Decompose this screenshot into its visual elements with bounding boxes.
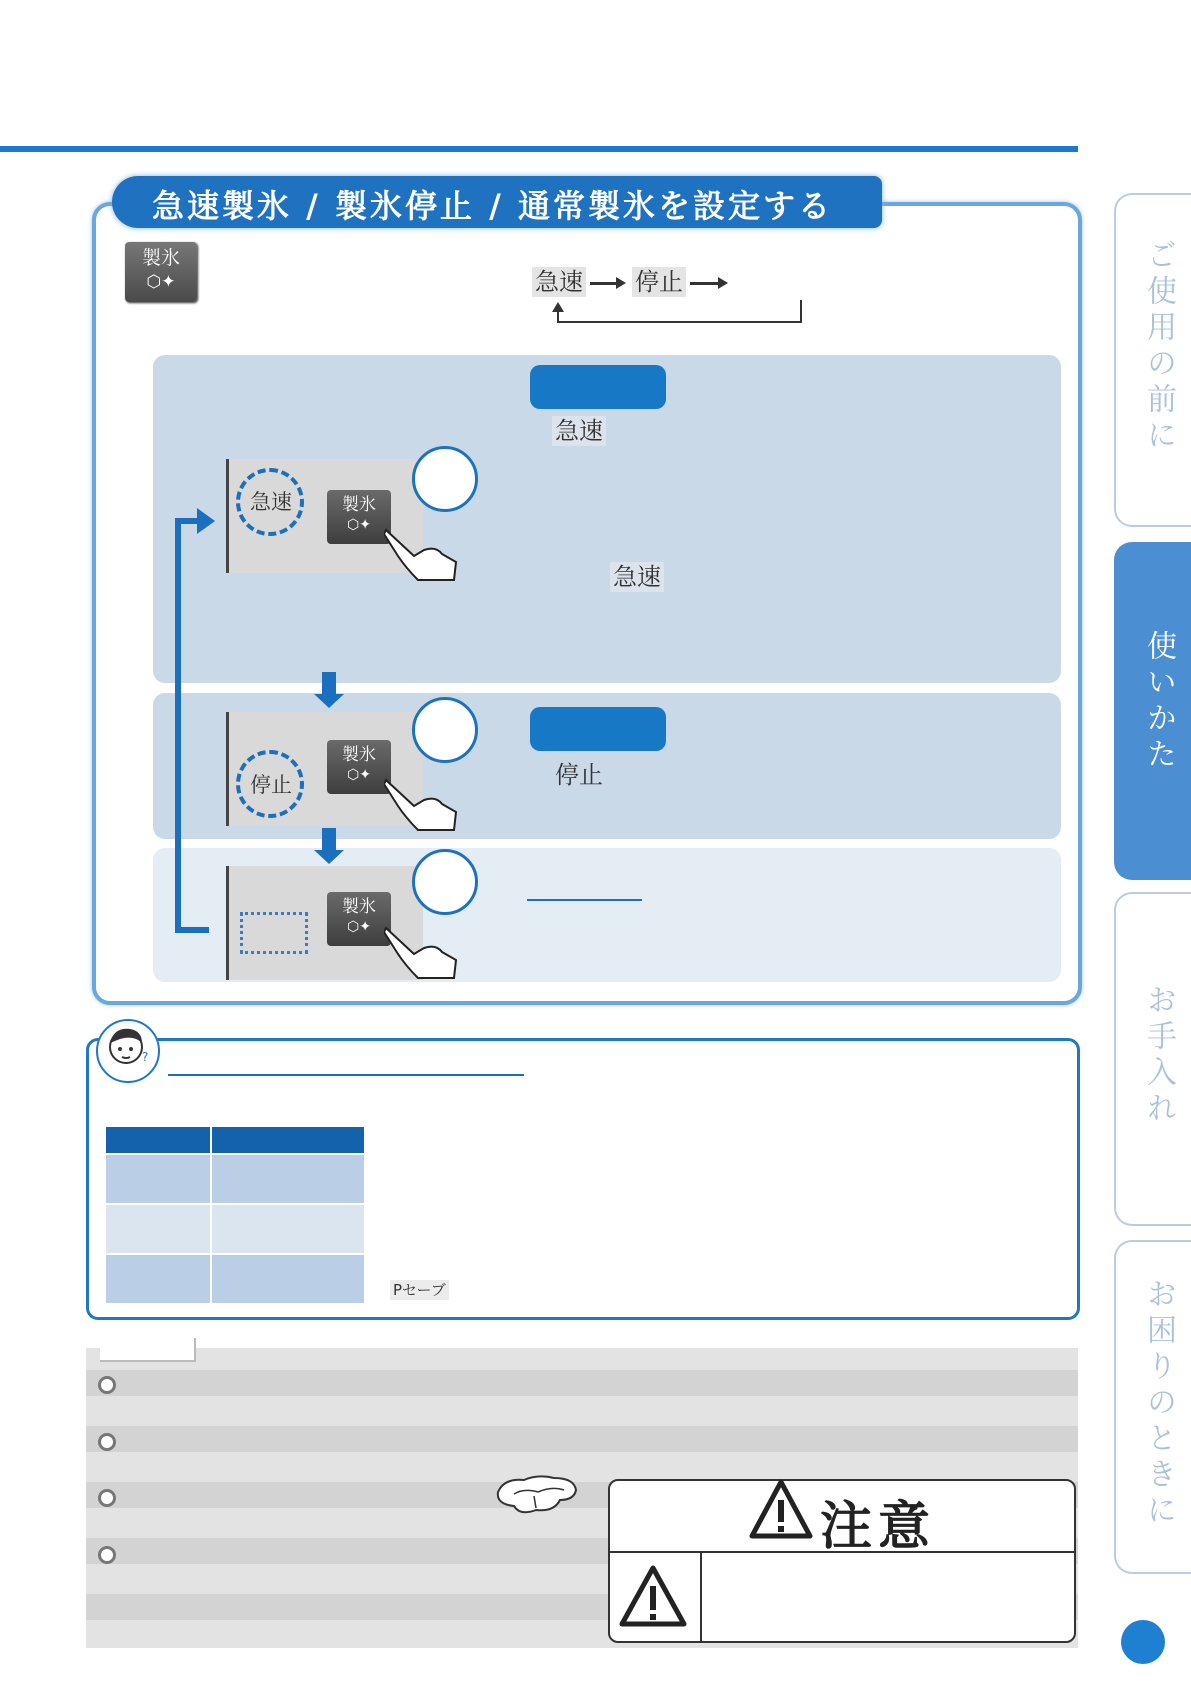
cycle-arrow-icon: [690, 282, 720, 285]
tab-how-to-use[interactable]: [1114, 542, 1191, 880]
caution-divider: [700, 1553, 702, 1641]
warning-icon: [748, 1478, 814, 1540]
down-arrow-icon: [322, 828, 336, 850]
pressing-hand-icon: [384, 778, 460, 832]
notes-stripe: [86, 1370, 1078, 1396]
thinking-person-icon: [96, 1019, 160, 1083]
ice-key-label: 製氷: [141, 247, 180, 269]
bullet-icon: [98, 1376, 116, 1394]
ice-key-label: 製氷: [342, 745, 376, 765]
notes-stripe: [86, 1426, 1078, 1452]
speech-bubble-icon: [412, 849, 478, 915]
bullet-icon: [98, 1433, 116, 1451]
svg-text:?: ?: [142, 1050, 149, 1064]
step-normal-underline: [527, 899, 642, 901]
step-stop-label: 停止: [555, 761, 603, 789]
table-cell: [212, 1205, 364, 1253]
hint-heading-underline: [168, 1074, 524, 1076]
loop-arrow-line: [175, 518, 197, 524]
bullet-icon: [98, 1489, 116, 1507]
table-header-cell: [106, 1127, 210, 1153]
loop-arrow-line: [175, 518, 181, 933]
ice-cubes-icon: [494, 1470, 580, 1520]
stop-lamp-text: 停止: [250, 773, 292, 797]
step-rapid-note: 急速: [610, 562, 664, 592]
header-rule: [0, 146, 1078, 152]
tab-label: お困りのときに: [1141, 1278, 1176, 1530]
table-cell: [212, 1155, 364, 1203]
down-arrow-icon: [322, 672, 336, 694]
tab-troubleshooting[interactable]: [1114, 1240, 1191, 1574]
cycle-arrow-icon: [590, 282, 618, 285]
speech-bubble-icon: [412, 697, 478, 763]
table-cell: [106, 1155, 210, 1203]
tab-before-use[interactable]: [1114, 193, 1191, 527]
warning-icon: [618, 1564, 688, 1628]
cycle-return-line: [800, 300, 802, 323]
loop-arrow-line: [175, 927, 209, 933]
tab-maintenance[interactable]: [1114, 892, 1191, 1226]
step-pill-1: [530, 365, 666, 409]
hint-table: [104, 1125, 366, 1305]
table-cell: [106, 1255, 210, 1303]
ice-cube-icon: ⬡✦: [347, 517, 371, 533]
tab-label: お手入れ: [1141, 984, 1176, 1128]
cycle-stop-tag: 停止: [632, 267, 686, 297]
table-cell: [212, 1255, 364, 1303]
tab-label: 使いかた: [1141, 630, 1176, 774]
pressing-hand-icon: [384, 926, 460, 980]
ice-key-label: 製氷: [342, 897, 376, 917]
ice-key-icon: [125, 242, 197, 302]
page-number-badge: [1121, 1620, 1165, 1664]
speech-bubble-icon: [412, 446, 478, 512]
table-header-cell: [212, 1127, 364, 1153]
caution-title: 注意: [820, 1497, 937, 1557]
ice-cube-icon: ⬡✦: [347, 767, 371, 783]
ice-key-icon: [327, 490, 391, 544]
ice-cube-icon: ⬡✦: [347, 919, 371, 935]
ice-key-icon: [327, 740, 391, 794]
psave-tag: Pセーブ: [390, 1280, 449, 1300]
pressing-hand-icon: [384, 528, 460, 582]
ice-key-label: 製氷: [342, 495, 376, 515]
step-pill-2: [530, 707, 666, 751]
cycle-return-line: [557, 321, 801, 323]
section-title: 急速製氷 / 製氷停止 / 通常製氷を設定する: [152, 187, 833, 225]
cycle-arrowhead-icon: [552, 302, 564, 312]
rapid-lamp-text: 急速: [250, 490, 292, 514]
bullet-icon: [98, 1546, 116, 1564]
cycle-rapid-tag: 急速: [532, 267, 586, 297]
step-rapid-label: 急速: [552, 416, 606, 446]
ice-key-icon: [327, 892, 391, 946]
tab-label: ご使用の前に: [1141, 239, 1176, 455]
lamp-off-icon: [240, 912, 308, 954]
ice-cube-icon: ⬡✦: [146, 272, 176, 292]
table-cell: [106, 1205, 210, 1253]
loop-arrowhead-icon: [197, 508, 215, 534]
notes-tab: [100, 1338, 196, 1362]
